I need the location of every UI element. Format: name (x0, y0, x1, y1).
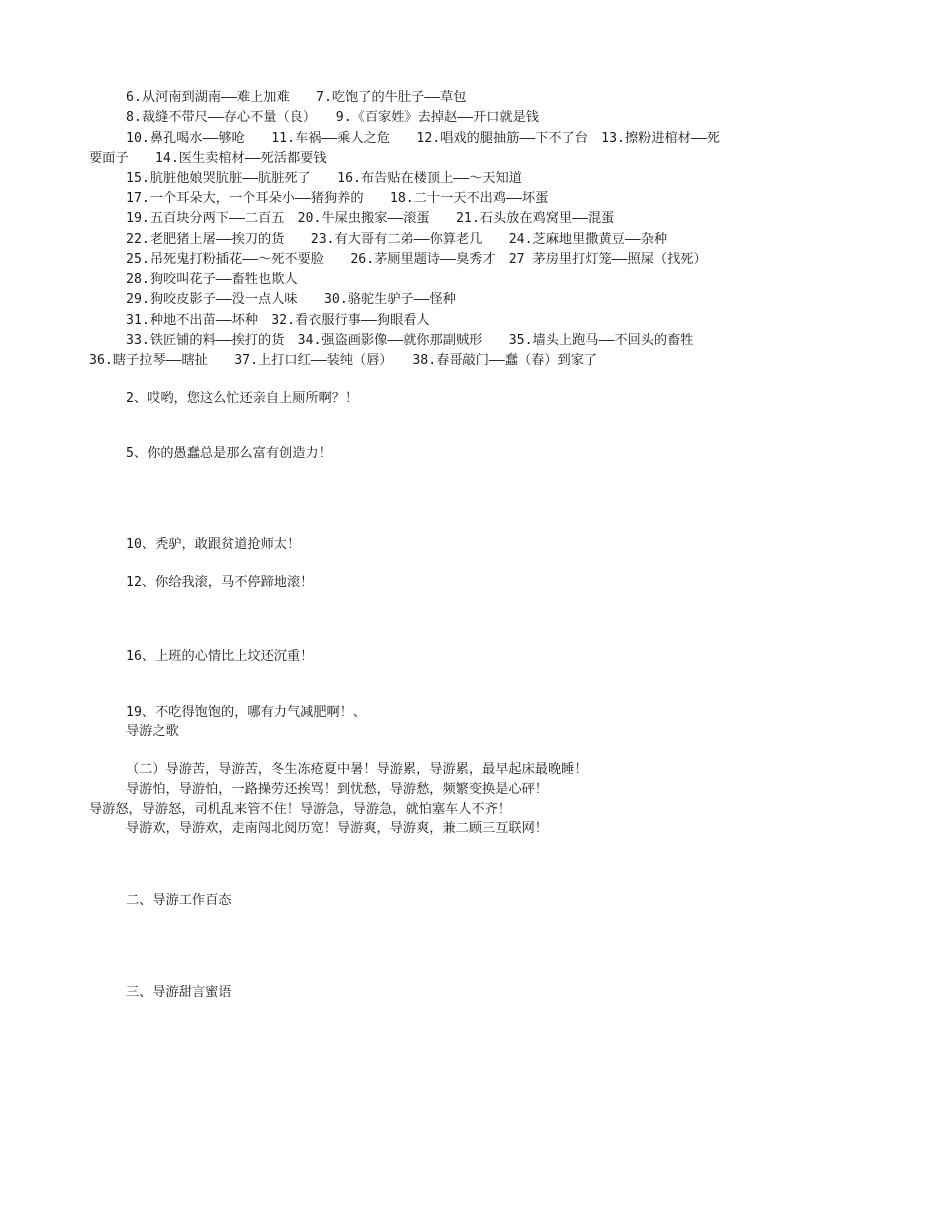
quote-line: 2、哎哟，您这么忙还亲自上厕所啊？！ (126, 391, 359, 406)
idiom-line: 8.裁缝不带尺——存心不量（良） 9.《百家姓》去掉赵——开口就是钱 (126, 110, 539, 125)
quote-line: 16、上班的心情比上坟还沉重！ (126, 649, 314, 664)
section-heading: 二、导游工作百态 (126, 893, 232, 908)
song-title: 导游之歌 (126, 724, 179, 739)
idiom-line: 15.肮脏他娘哭肮脏——肮脏死了 16.布告贴在楼顶上——～天知道 (126, 171, 522, 186)
quote-line: 10、秃驴，敢跟贫道抢师太！ (126, 537, 301, 552)
idiom-line: 17.一个耳朵大，一个耳朵小——猪狗养的 18.二十一天不出鸡——坏蛋 (126, 191, 549, 206)
idiom-line: 要面子 14.医生卖棺材——死活都要钱 (89, 151, 327, 166)
idiom-line: 25.吊死鬼打粉插花——～死不要脸 26.茅厕里题诗——臭秀才 27 茅房里打灯笼——照屎（找死） (126, 252, 707, 267)
idiom-line: 29.狗咬皮影子——没一点人味 30.骆驼生驴子——怪种 (126, 292, 456, 307)
song-line: 导游怕，导游怕，一路操劳还挨骂！到忧愁，导游愁，频繁变换是心砰！ (126, 782, 548, 797)
idiom-line: 36.瞎子拉琴——瞎扯 37.上打口红——装纯（唇） 38.春哥敲门——蠢（春）到家了 (89, 353, 598, 368)
idiom-line: 6.从河南到湖南——难上加难 7.吃饱了的牛肚子——草包 (126, 90, 467, 105)
idiom-line: 28.狗咬叫花子——畜牲也欺人 (126, 272, 298, 287)
section-heading: 三、导游甜言蜜语 (126, 985, 232, 1000)
song-line: 导游怒，导游怒，司机乱来管不住！导游急，导游急，就怕塞车人不齐！ (89, 802, 511, 817)
idiom-line: 31.种地不出苗——坏种 32.看衣服行事——狗眼看人 (126, 313, 430, 328)
quote-line: 5、你的愚蠢总是那么富有创造力！ (126, 446, 332, 461)
song-line: 导游欢，导游欢，走南闯北阅历宽！导游爽，导游爽，兼二顾三互联网！ (126, 821, 548, 836)
song-line: （二）导游苦，导游苦，冬生冻疮夏中暑！导游累，导游累，最早起床最晚睡！ (126, 762, 588, 777)
quote-line: 12、你给我滚，马不停蹄地滚！ (126, 575, 314, 590)
quote-line: 19、不吃得饱饱的，哪有力气减肥啊！、 (126, 705, 367, 720)
idiom-line: 22.老肥猪上屠——挨刀的货 23.有大哥有二弟——你算老几 24.芝麻地里撒黄豆——杂种 (126, 232, 668, 247)
idiom-line: 33.铁匠铺的料——挨打的货 34.强盗画影像——就你那副贼形 35.墙头上跑马——不回头的畜牲 (126, 333, 694, 348)
idiom-line: 10.鼻孔喝水——够呛 11.车祸——乘人之危 12.唱戏的腿抽筋——下不了台 13.擦粉进棺材——死 (126, 131, 720, 146)
idiom-line: 19.五百块分两下——二百五 20.牛屎虫搬家——滚蛋 21.石头放在鸡窝里——混蛋 (126, 211, 615, 226)
